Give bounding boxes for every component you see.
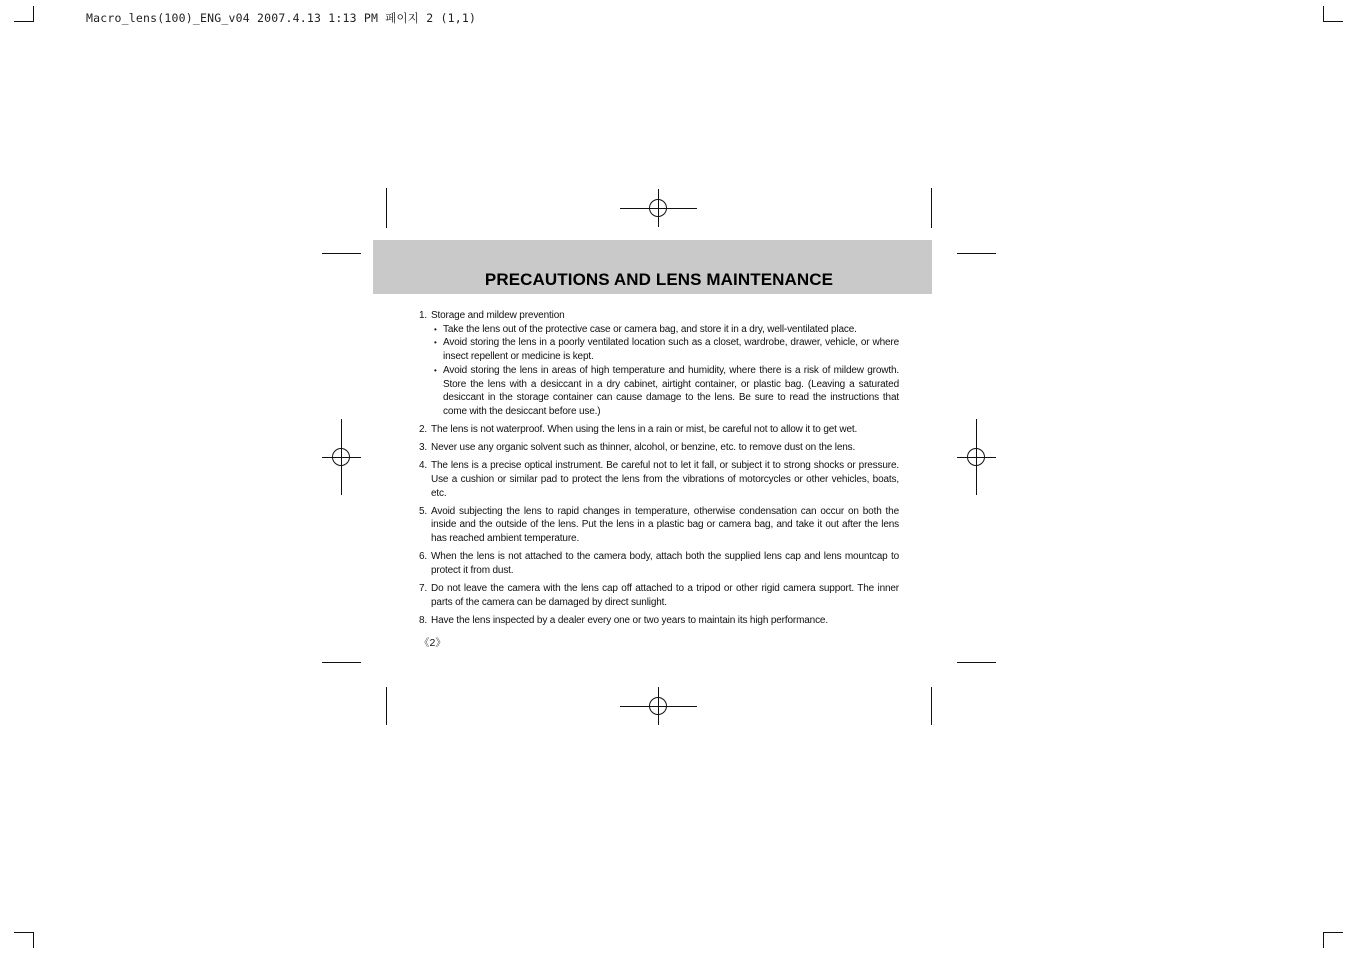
bullet-item <box>434 336 899 363</box>
item-number: 5. <box>419 505 428 517</box>
trim-mark <box>931 188 932 228</box>
item-number: 2. <box>419 424 428 436</box>
registration-circle <box>332 448 350 466</box>
registration-circle <box>649 697 667 715</box>
trim-mark <box>931 687 932 725</box>
list-item <box>419 441 899 455</box>
item-text: The lens is not waterproof. When using the lens in a rain or mist, be careful not to allow it to get wet. <box>431 424 858 436</box>
item-number: 3. <box>419 442 428 454</box>
bullet-text: Take the lens out of the protective case or camera bag, and store it in a dry, well-ventilated place. <box>443 323 857 335</box>
bullet-text: Avoid storing the lens in a poorly ventilated location such as a closet, wardrobe, drawer, vehicle, or where insect repellent or medicine is kept. <box>443 337 899 363</box>
bullet-dot: • <box>434 365 437 375</box>
crop-mark <box>33 6 34 22</box>
bullet-dot: • <box>434 324 437 334</box>
item-number: 6. <box>419 551 428 563</box>
item-text: When the lens is not attached to the camera body, attach both the supplied lens cap and lens mountcap to protect it from dust. <box>431 551 899 576</box>
list-item <box>419 614 899 628</box>
crop-mark <box>1323 932 1343 933</box>
page-title: PRECAUTIONS AND LENS MAINTENANCE <box>484 270 834 289</box>
precautions-list <box>419 309 899 632</box>
item-text: The lens is a precise optical instrument. Be careful not to let it fall, or subject it to strong shocks or pressure. Use a cushion or similar pad to protect the lens from the vibrations of motorcycles or other vehicles, boats, etc. <box>431 460 899 499</box>
trim-mark <box>386 188 387 228</box>
crop-mark <box>1323 6 1324 22</box>
item-number: 4. <box>419 460 428 472</box>
crop-mark <box>14 932 34 933</box>
trim-mark <box>322 253 361 254</box>
item-text: Avoid subjecting the lens to rapid changes in temperature, otherwise condensation can occur on both the inside and the outside of the lens. Put the lens in a plastic bag or camera bag, and take it out after the lens has reached ambient temperature. <box>431 505 899 545</box>
crop-mark <box>1323 932 1324 948</box>
crop-mark <box>14 21 34 22</box>
item-heading: Storage and mildew prevention <box>431 310 565 321</box>
file-slug: Macro_lens(100)_ENG_v04 2007.4.13 1:13 PM 페이지 2 (1,1) <box>86 11 477 25</box>
trim-mark <box>386 687 387 725</box>
crop-mark <box>33 932 34 948</box>
trim-mark <box>322 662 361 663</box>
list-item <box>419 550 899 577</box>
bullet-dot: • <box>434 338 437 348</box>
trim-mark <box>957 662 996 663</box>
registration-circle <box>967 448 985 466</box>
item-text: Do not leave the camera with the lens cap off attached to a tripod or other rigid camera support. The inner parts of the camera can be damaged by direct sunlight. <box>431 583 899 608</box>
crop-mark <box>1323 21 1343 22</box>
list-item <box>419 505 899 546</box>
list-item <box>419 459 899 500</box>
registration-circle <box>649 199 667 217</box>
item-number: 1. <box>419 310 428 321</box>
item-number: 8. <box>419 614 428 626</box>
list-item <box>419 582 899 609</box>
bullet-text: Avoid storing the lens in areas of high temperature and humidity, where there is a risk of mildew growth. Store the lens with a desiccant in a dry cabinet, airtight container, or plastic bag. (Leaving a saturated desiccant in the storage container can cause damage to the lens. Be sure to read the instructions that come with the desiccant before use.) <box>443 364 899 417</box>
item-text: Have the lens inspected by a dealer every one or two years to maintain its high performance. <box>431 614 828 626</box>
list-item <box>419 309 899 419</box>
bullet-item <box>434 364 899 419</box>
bullet-item <box>434 323 899 337</box>
page-number: 《2》 <box>419 637 446 649</box>
bullet-list <box>431 323 899 419</box>
item-text: Never use any organic solvent such as thinner, alcohol, or benzine, etc. to remove dust on the lens. <box>431 442 856 454</box>
list-item <box>419 423 899 437</box>
trim-mark <box>957 253 996 254</box>
item-number: 7. <box>419 583 428 594</box>
